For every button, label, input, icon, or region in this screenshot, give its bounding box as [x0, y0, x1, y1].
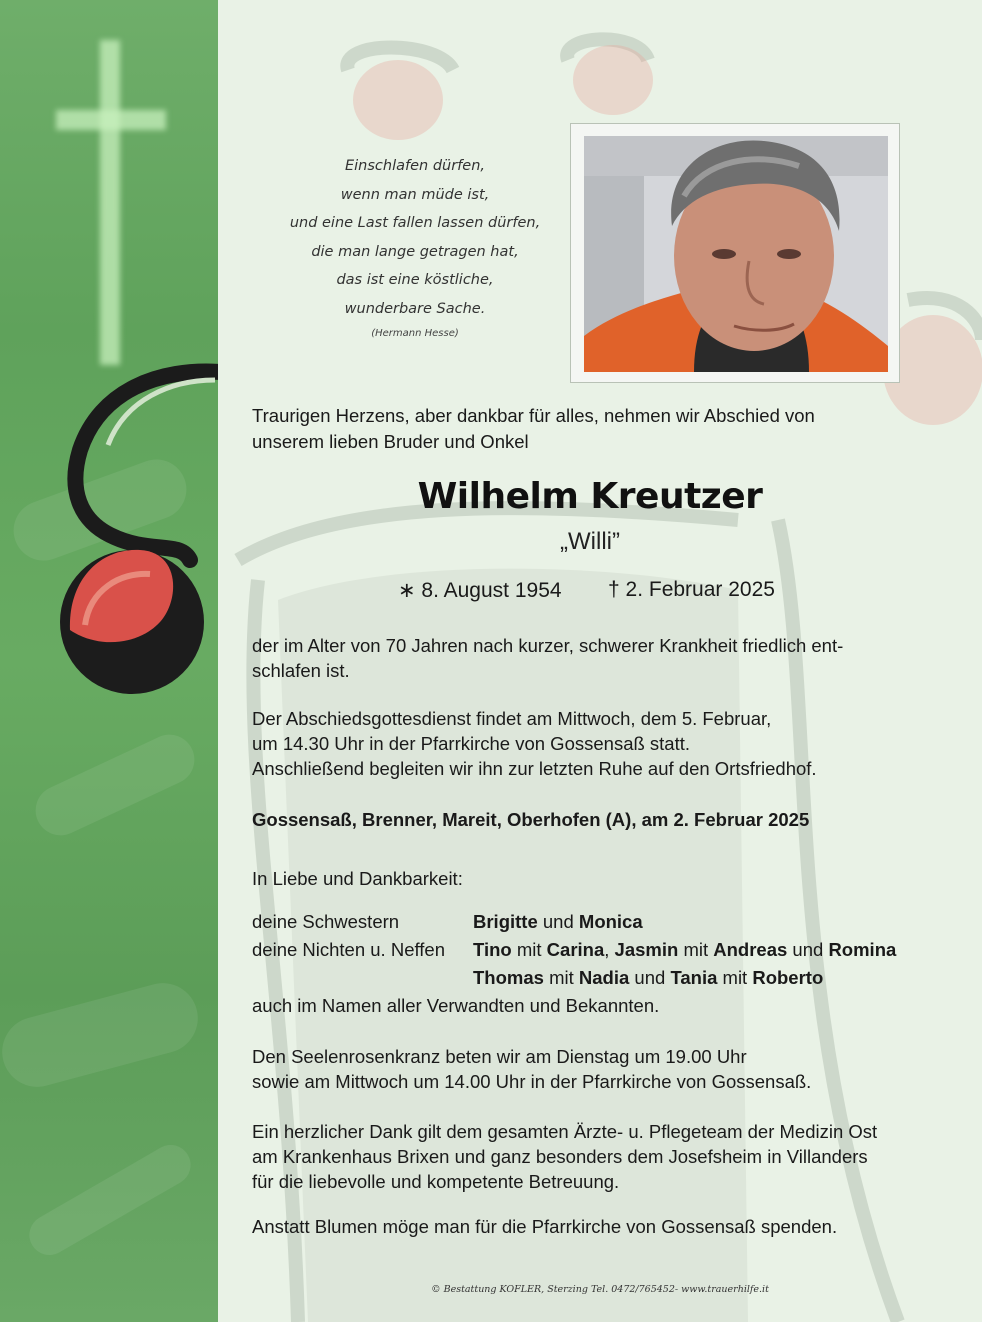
deceased-nickname: „Willi”: [560, 528, 620, 555]
family-label: deine Nichten u. Neffen: [252, 939, 446, 960]
text-line: Der Abschiedsgottesdienst findet am Mittwoch, dem 5. Februar,: [252, 708, 772, 729]
family-names: Tino mit Carina, Jasmin mit Andreas und Romina: [473, 939, 897, 960]
quote-line: wenn man müde ist,: [340, 186, 490, 203]
portrait-frame: [570, 123, 900, 383]
text-line: um 14.30 Uhr in der Pfarrkirche von Gossensaß statt.: [252, 733, 691, 754]
family-list: [252, 908, 952, 1020]
text-line: am Krankenhaus Brixen und ganz besonders dem Josefsheim in Villanders: [252, 1146, 868, 1167]
quote-line: Einschlafen dürfen,: [344, 158, 485, 174]
quote-line: und eine Last fallen lassen dürfen,: [289, 215, 541, 232]
quote-block: [270, 152, 560, 342]
place-date: Gossensaß, Brenner, Mareit, Oberhofen (A), am 2. Februar 2025: [252, 809, 810, 830]
footer-credit: © Bestattung KOFLER, Sterzing Tel. 0472/765452- www.trauerhilfe.it: [431, 1284, 769, 1295]
painted-flower-icon: [40, 360, 218, 700]
text-line: Den Seelenrosenkranz beten wir am Dienstag um 19.00 Uhr: [252, 1046, 747, 1067]
rosary-paragraph: [252, 1044, 811, 1094]
deceased-name: Wilhelm Kreutzer: [417, 476, 763, 517]
decorative-green-strip: [0, 0, 218, 1322]
family-label: deine Schwestern: [252, 911, 400, 932]
family-names: Thomas mit Nadia und Tania mit Roberto: [473, 967, 824, 988]
family-row-nieces-cont: [252, 964, 952, 992]
text-line: Traurigen Herzens, aber dankbar für alles, nehmen wir Abschied von: [252, 405, 815, 426]
cross-icon: [100, 40, 120, 365]
birth-date: ∗ 8. August 1954: [398, 579, 562, 602]
service-paragraph: [252, 706, 817, 781]
flowers-note: Anstatt Blumen möge man für die Pfarrkirche von Gossensaß spenden.: [252, 1216, 838, 1237]
family-names: Brigitte und Monica: [473, 911, 643, 932]
text-line: der im Alter von 70 Jahren nach kurzer, schwerer Krankheit friedlich ent-: [252, 635, 844, 656]
text-line: Ein herzlicher Dank gilt dem gesamten Ärzte- u. Pflegeteam der Medizin Ost: [252, 1121, 878, 1142]
family-row-sisters: [252, 908, 952, 936]
portrait-photo: [584, 136, 888, 372]
family-also-line: auch im Namen aller Verwandten und Bekannten.: [252, 995, 660, 1016]
intro-text: [252, 403, 815, 455]
quote-line: die man lange getragen hat,: [311, 243, 519, 260]
quote-author: (Hermann Hesse): [371, 327, 459, 339]
thanks-heading: In Liebe und Dankbarkeit:: [252, 868, 463, 889]
text-line: unserem lieben Bruder und Onkel: [252, 431, 529, 452]
quote-line: das ist eine köstliche,: [336, 272, 494, 289]
text-line: für die liebevolle und kompetente Betreuung.: [252, 1171, 620, 1192]
family-row-nieces: [252, 936, 952, 964]
death-date: † 2. Februar 2025: [608, 578, 775, 601]
text-line: schlafen ist.: [252, 660, 350, 681]
text-line: Anschließend begleiten wir ihn zur letzten Ruhe auf den Ortsfriedhof.: [252, 758, 817, 779]
text-line: sowie am Mittwoch um 14.00 Uhr in der Pfarrkirche von Gossensaß.: [252, 1071, 812, 1092]
thanks-paragraph: [252, 1119, 877, 1194]
age-paragraph: [252, 633, 843, 683]
quote-line: wunderbare Sache.: [344, 300, 486, 317]
